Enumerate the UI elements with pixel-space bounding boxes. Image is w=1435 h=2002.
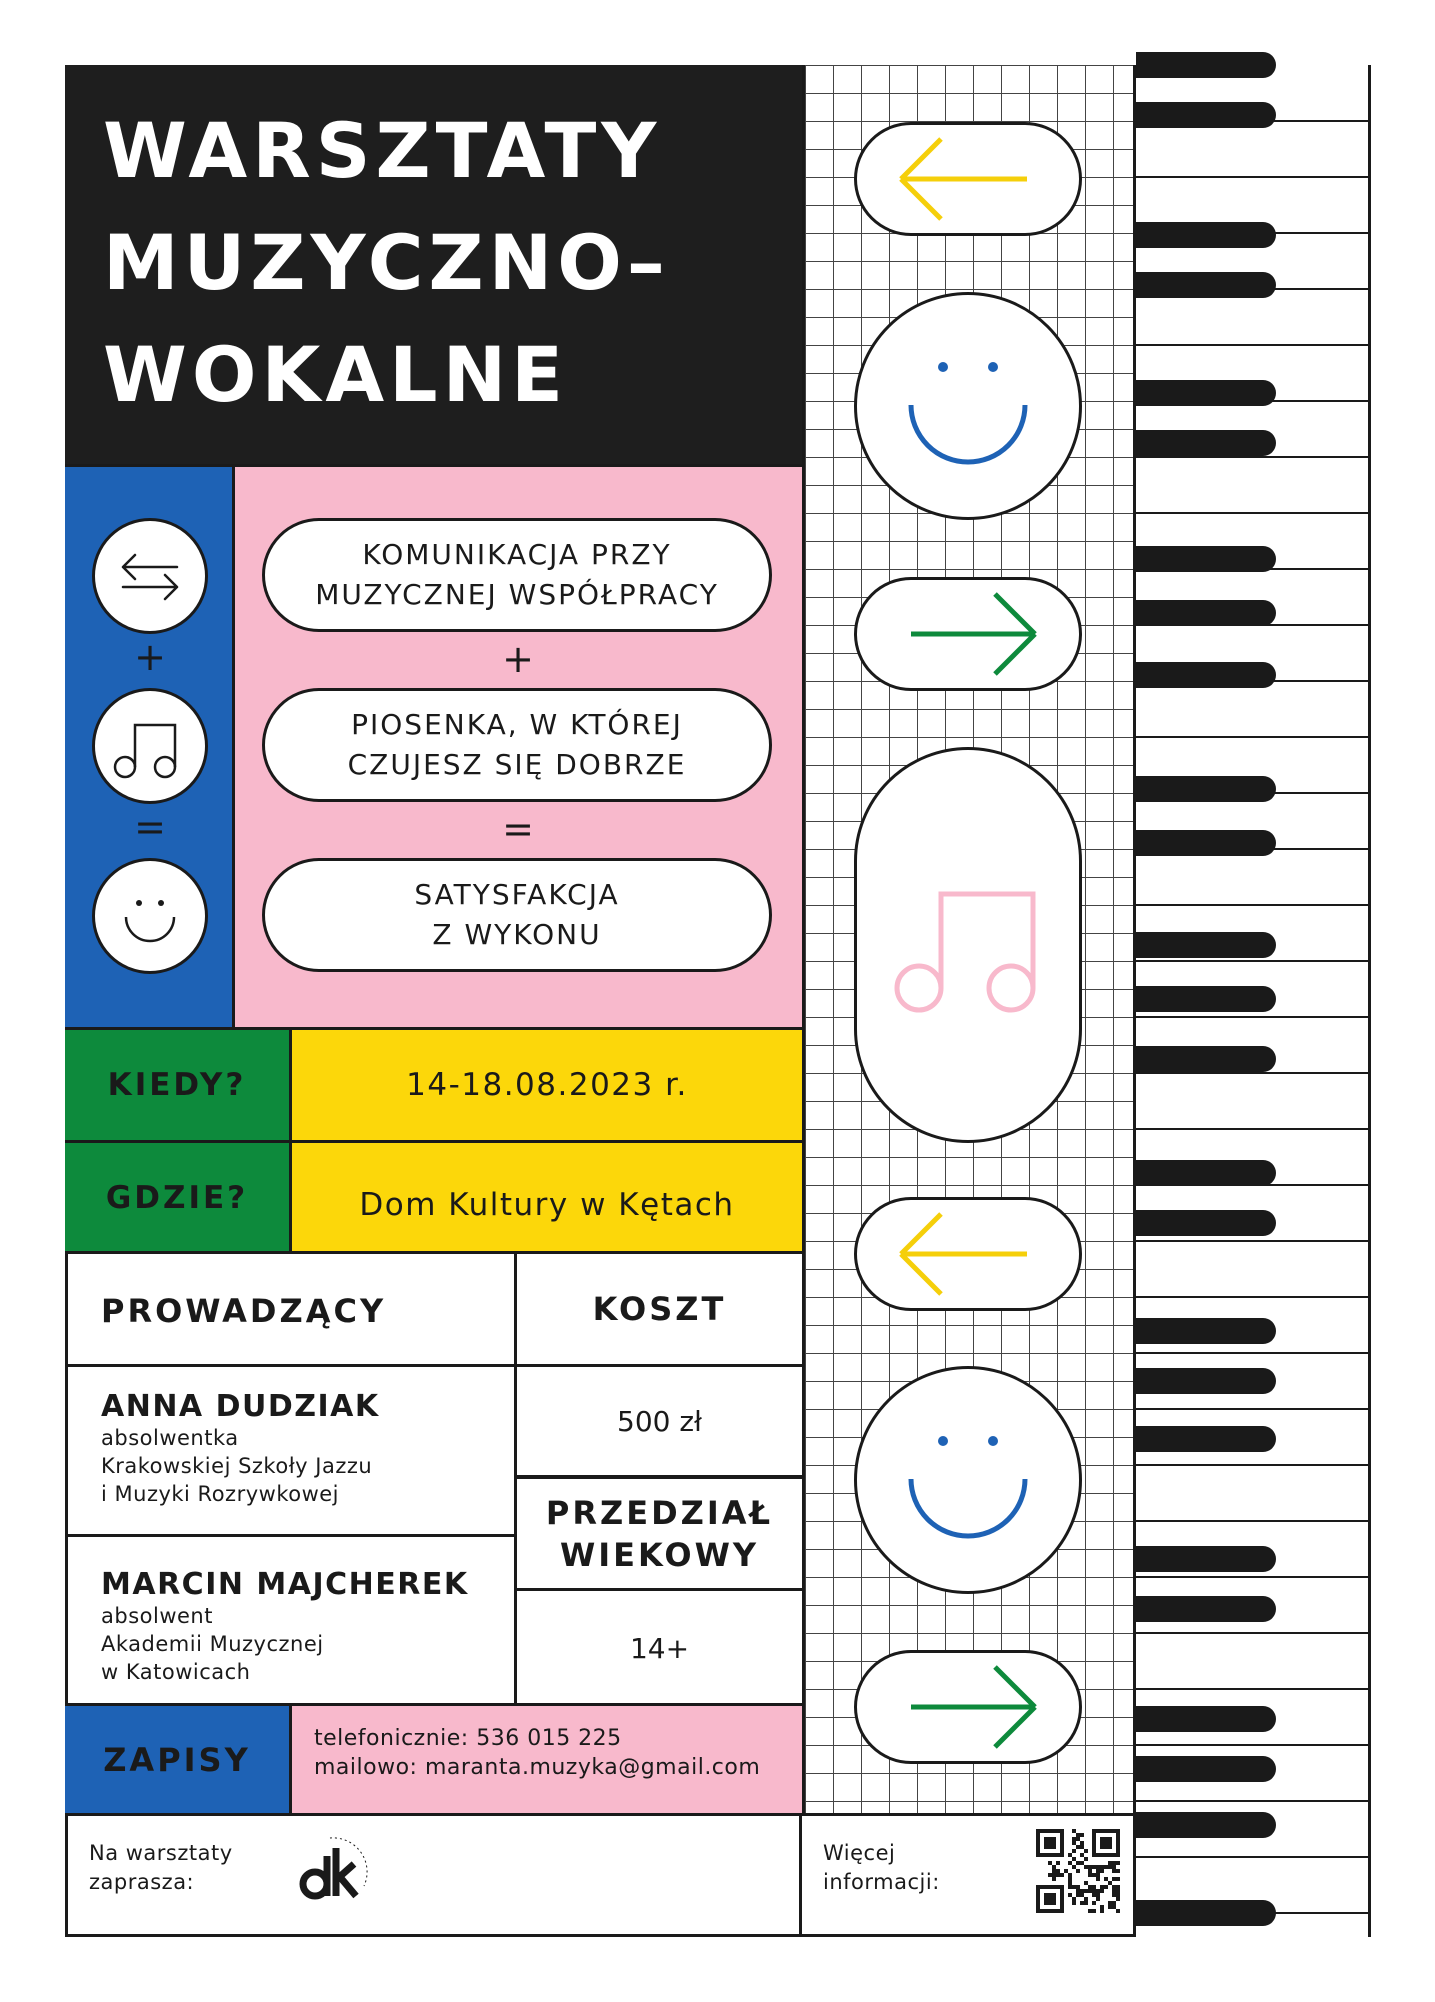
formula-pill-communication <box>262 518 772 632</box>
piano-black-key <box>1136 1812 1276 1838</box>
formula-pill-song <box>262 688 772 802</box>
piano-black-key <box>1136 1426 1276 1452</box>
piano-white-key-line <box>1136 1184 1371 1186</box>
piano-black-key <box>1136 1706 1276 1732</box>
piano-black-key <box>1136 600 1276 626</box>
piano-white-key-line <box>1136 1072 1371 1074</box>
piano-black-key <box>1136 932 1276 958</box>
piano-white-key-line <box>1136 456 1371 458</box>
formula-equals: = <box>502 807 534 851</box>
piano-black-key <box>1136 102 1276 128</box>
title-block <box>65 65 802 464</box>
instructor-2 <box>65 1534 517 1706</box>
piano-black-key <box>1136 380 1276 406</box>
piano-white-key-line <box>1136 1576 1371 1578</box>
arrow-left-icon <box>857 125 1079 233</box>
piano-white-key-line <box>1136 904 1371 906</box>
instructor-1 <box>65 1364 517 1534</box>
formula-item3-line1: SATYSFAKCJA <box>414 878 620 911</box>
piano-white-key-line <box>1136 1352 1371 1354</box>
piano-white-key-line <box>1136 344 1371 346</box>
dk-logo <box>288 1826 378 1916</box>
formula-plus-left: + <box>134 635 166 679</box>
where-value: Dom Kultury w Kętach <box>292 1140 802 1253</box>
piano-white-key-line <box>1136 176 1371 178</box>
piano-white-key-line <box>1136 960 1371 962</box>
when-label: KIEDY? <box>65 1027 292 1140</box>
instructor-1-desc2: Krakowskiej Szkoły Jazzu <box>101 1454 373 1478</box>
piano-white-key-line <box>1136 1464 1371 1466</box>
formula-item1-line2: MUZYCZNEJ WSPÓŁPRACY <box>315 578 719 611</box>
swap-arrows-icon <box>92 518 208 634</box>
piano-black-key <box>1136 1756 1276 1782</box>
piano-white-key-line <box>1136 1856 1371 1858</box>
formula-pill-satisfaction <box>262 858 772 972</box>
formula-item2-line1: PIOSENKA, W KTÓREJ <box>351 708 683 741</box>
signup-contact <box>292 1703 802 1813</box>
footer-divider-right <box>802 1813 1136 1816</box>
arrow-right-pill-2 <box>854 1650 1082 1764</box>
piano-white-key-line <box>1136 624 1371 626</box>
formula-item3-line2: Z WYKONU <box>432 918 602 951</box>
formula-equals-left: = <box>134 805 166 849</box>
piano-white-key-line <box>1136 1016 1371 1018</box>
invite-line2: zaprasza: <box>89 1870 195 1894</box>
invite-text <box>89 1839 233 1897</box>
piano-white-key-line <box>1136 1240 1371 1242</box>
piano-black-key <box>1136 1368 1276 1394</box>
formula-item1-line1: KOMUNIKACJA PRZY <box>362 538 672 571</box>
formula-plus: + <box>502 637 534 681</box>
signup-phone[interactable]: telefonicznie: 536 015 225 <box>314 1726 622 1751</box>
arrow-left-pill-1 <box>854 122 1082 236</box>
music-note-icon <box>92 688 208 804</box>
instructor-1-desc3: i Muzyki Rozrywkowej <box>101 1482 340 1506</box>
instructor-2-desc3: w Katowicach <box>101 1660 251 1684</box>
formula-item2-line2: CZUJESZ SIĘ DOBRZE <box>347 748 687 781</box>
piano-white-key-line <box>1136 848 1371 850</box>
age-header-line2: WIEKOWY <box>559 1535 760 1574</box>
arrow-right-icon <box>857 1653 1079 1761</box>
piano-white-key-line <box>1136 1520 1371 1522</box>
footer-split-right <box>1133 1813 1136 1937</box>
music-note-pink-icon <box>857 750 1079 1140</box>
piano-white-key-line <box>1136 1912 1371 1914</box>
age-header <box>517 1475 802 1588</box>
piano-black-key <box>1136 1546 1276 1572</box>
piano-white-key-line <box>1136 1744 1371 1746</box>
piano-black-key <box>1136 272 1276 298</box>
cost-header: KOSZT <box>517 1251 802 1364</box>
when-value: 14-18.08.2023 r. <box>292 1027 802 1140</box>
instructor-2-desc1: absolwent <box>101 1604 213 1628</box>
piano-white-key-line <box>1136 736 1371 738</box>
piano-black-key <box>1136 776 1276 802</box>
piano-black-key <box>1136 430 1276 456</box>
invite-line1: Na warsztaty <box>89 1841 233 1865</box>
piano-white-key-line <box>1136 120 1371 122</box>
instructor-1-desc1: absolwentka <box>101 1426 239 1450</box>
title-line-2: MUZYCZNO– <box>103 218 670 307</box>
smiley-face-icon <box>857 1369 1079 1591</box>
piano-white-key-line <box>1136 232 1371 234</box>
where-label: GDZIE? <box>65 1140 292 1253</box>
piano-black-key <box>1136 1596 1276 1622</box>
music-note-pill <box>854 747 1082 1143</box>
more-info-text <box>823 1839 940 1897</box>
piano-white-key-line <box>1136 792 1371 794</box>
piano-black-key <box>1136 830 1276 856</box>
more-line1: Więcej <box>823 1841 896 1865</box>
piano-black-key <box>1136 1046 1276 1072</box>
instructors-header: PROWADZĄCY <box>65 1251 517 1364</box>
piano-white-key-line <box>1136 1800 1371 1802</box>
arrow-right-icon <box>857 580 1079 688</box>
piano-white-key-line <box>1136 1128 1371 1130</box>
piano-white-key-line <box>1136 680 1371 682</box>
instructor-2-name: MARCIN MAJCHEREK <box>101 1567 469 1602</box>
footer-split <box>799 1813 802 1937</box>
piano-white-key-line <box>1136 1296 1371 1298</box>
piano-white-key-line <box>1136 1688 1371 1690</box>
piano-black-key <box>1136 1318 1276 1344</box>
piano-white-key-line <box>1136 512 1371 514</box>
piano-right-edge <box>1368 65 1371 1937</box>
smiley-face-icon <box>857 295 1079 517</box>
piano-white-key-line <box>1136 1408 1371 1410</box>
piano-white-key-line <box>1136 568 1371 570</box>
piano-black-key <box>1136 1160 1276 1186</box>
instructor-1-name: ANNA DUDZIAK <box>101 1389 380 1424</box>
piano-black-key <box>1136 52 1276 78</box>
signup-label: ZAPISY <box>65 1703 292 1813</box>
piano-white-key-line <box>1136 1632 1371 1634</box>
title-line-3: WOKALNE <box>103 330 569 419</box>
more-line2: informacji: <box>823 1870 940 1894</box>
qr-code[interactable] <box>1036 1829 1120 1913</box>
piano-black-key <box>1136 662 1276 688</box>
piano-black-key <box>1136 222 1276 248</box>
piano-black-key <box>1136 1210 1276 1236</box>
title-line-1: WARSZTATY <box>103 106 662 195</box>
arrow-left-pill-2 <box>854 1197 1082 1311</box>
signup-email[interactable]: mailowo: maranta.muzyka@gmail.com <box>314 1755 761 1780</box>
footer-divider <box>65 1813 802 1816</box>
instructor-2-desc2: Akademii Muzycznej <box>101 1632 324 1656</box>
piano-black-key <box>1136 986 1276 1012</box>
smiley-circle-2 <box>854 1366 1082 1594</box>
smiley-circle-1 <box>854 292 1082 520</box>
arrow-left-icon <box>857 1200 1079 1308</box>
cost-value: 500 zł <box>517 1364 802 1475</box>
arrow-right-pill-1 <box>854 577 1082 691</box>
age-value: 14+ <box>517 1588 802 1706</box>
piano-white-key-line <box>1136 288 1371 290</box>
smiley-icon <box>92 858 208 974</box>
age-header-line1: PRZEDZIAŁ <box>545 1493 774 1532</box>
piano-white-key-line <box>1136 400 1371 402</box>
